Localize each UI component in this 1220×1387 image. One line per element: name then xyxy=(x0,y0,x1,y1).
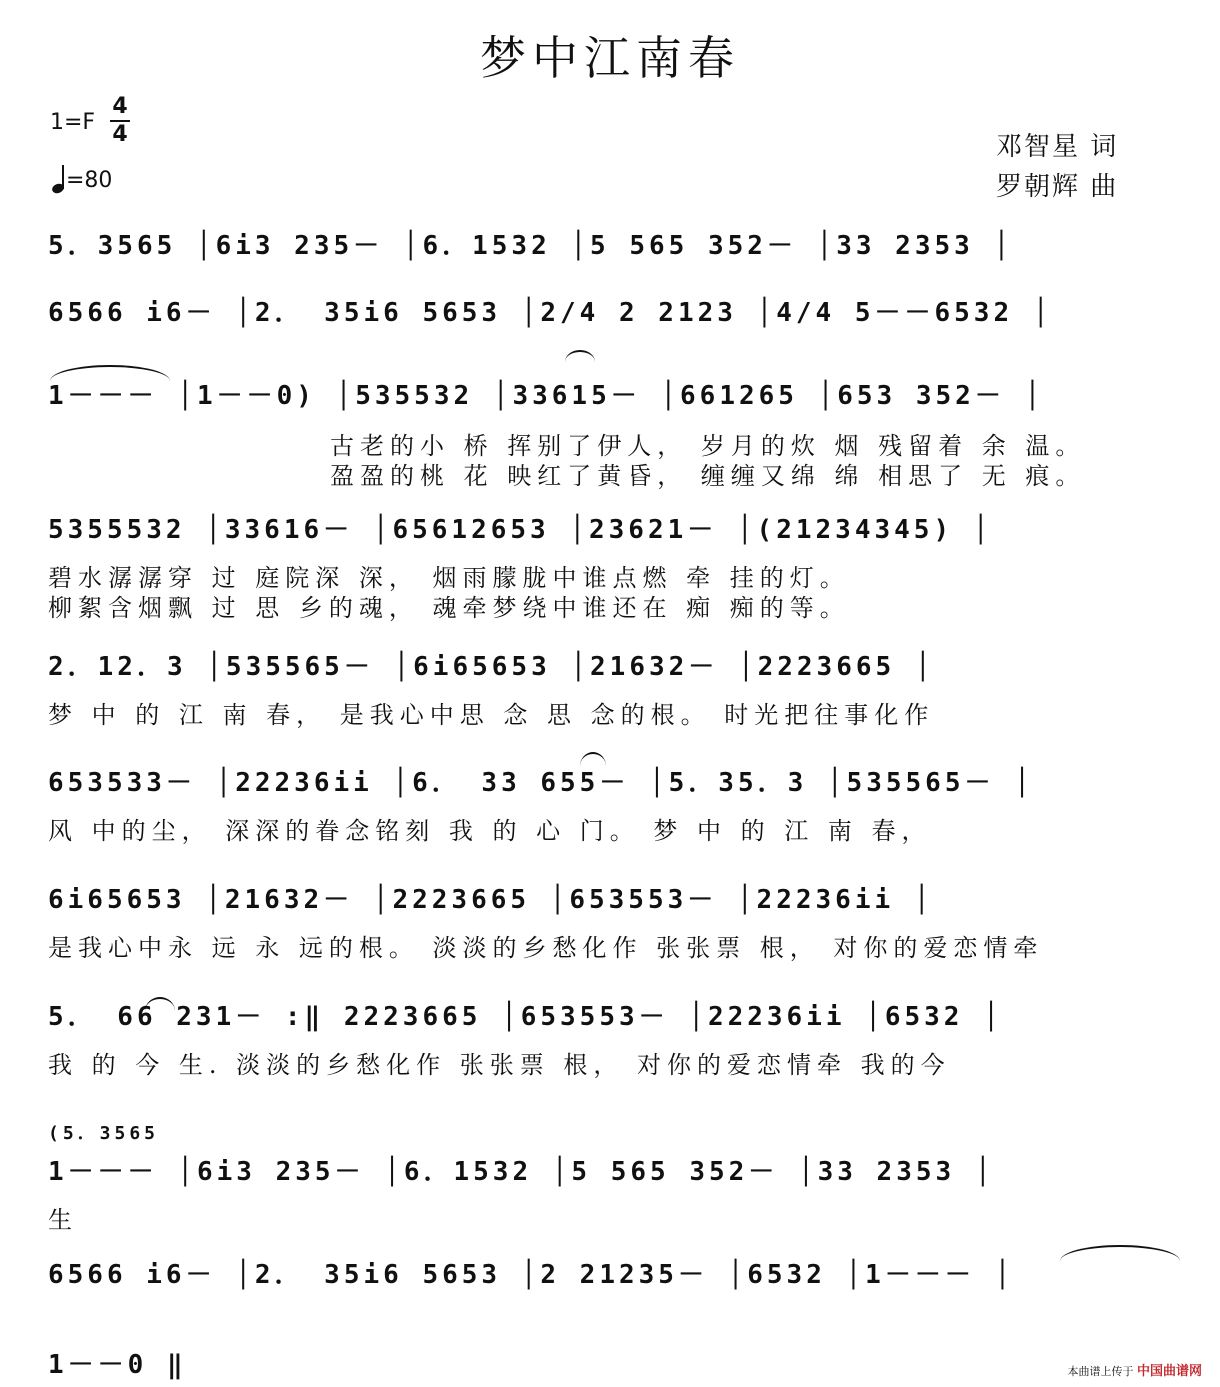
lyric-line: 是我心中永 远 永 远的根。 淡淡的乡愁化作 张张票 根， 对你的爱恋情牵 xyxy=(48,934,1044,962)
slur-mark xyxy=(50,365,170,381)
notation-line: 5．3565 │6i3 235－ │6．1532 │5 565 352－ │33 2353 │ xyxy=(48,231,1014,261)
lyric-line: 我 的 今 生. 淡淡的乡愁化作 张张票 根， 对你的爱恋情牵 我的今 xyxy=(48,1051,951,1079)
notation-line: 653533－ │22236ii │6． 33 655－ │5．35．3 │535565－ │ xyxy=(48,768,1034,798)
tempo-value: =80 xyxy=(66,168,113,193)
notation-line: 6i65653 │21632－ │2223665 │653553－ │22236ii │ xyxy=(48,885,934,915)
tempo-marking xyxy=(52,168,112,193)
slur-mark xyxy=(1060,1245,1180,1261)
lyric-line: 碧水潺潺穿 过 庭院深 深， 烟雨朦胧中谁点燃 牵 挂的灯。 xyxy=(48,564,850,592)
lyricist-credit: 邓智星 词 xyxy=(996,132,1119,162)
notation-line: 5． 66 231－ :‖ 2223665 │653553－ │22236ii │6532 │ xyxy=(48,1002,1003,1032)
lyric-line: 风 中的尘， 深深的眷念铭刻 我 的 心 门。 梦 中 的 江 南 春， xyxy=(48,817,932,845)
lyric-line: 柳絮含烟飘 过 思 乡的魂， 魂牵梦绕中谁还在 痴 痴的等。 xyxy=(48,594,850,622)
lyric-line: 生 xyxy=(48,1206,78,1234)
slur-mark xyxy=(565,350,595,362)
time-signature xyxy=(110,95,130,147)
lyric-line: 盈盈的桃 花 映红了黄昏， 缠缠又绵 绵 相思了 无 痕。 xyxy=(330,462,1086,490)
notation-line: 1－－－ │6i3 235－ │6．1532 │5 565 352－ │33 2353 │ xyxy=(48,1157,995,1187)
notation-line: 5355532 │33616－ │65612653 │23621－ │(21234345) │ xyxy=(48,515,993,545)
footer-credit xyxy=(1067,1360,1202,1379)
footer-text: 本曲谱上传于 xyxy=(1067,1365,1134,1378)
slur-mark xyxy=(580,752,606,766)
key-signature: 1=F xyxy=(50,110,96,135)
lyric-line: 梦 中 的 江 南 春， 是我心中思 念 思 念的根。 时光把往事化作 xyxy=(48,701,935,729)
lyric-line: 古老的小 桥 挥别了伊人， 岁月的炊 烟 残留着 余 温。 xyxy=(330,432,1086,460)
notation-line: 2．12．3 │535565－ │6i65653 │21632－ │2223665 │ xyxy=(48,652,935,682)
notation-line: 6566 i6－ │2． 35i6 5653 │2 21235－ │6532 │1－－－ │ xyxy=(48,1260,1015,1290)
notation-line: 1－－0 ‖ xyxy=(48,1350,187,1380)
quarter-note-icon xyxy=(52,169,66,193)
site-logo: 中国曲谱网 xyxy=(1136,1364,1202,1379)
song-title: 梦中江南春 xyxy=(480,31,740,85)
intro-prefix: (5．3565 xyxy=(48,1123,160,1144)
time-sig-bottom: 4 xyxy=(112,122,128,147)
composer-credit: 罗朝辉 曲 xyxy=(996,172,1119,202)
notation-line: 6566 i6－ │2． 35i6 5653 │2/4 2 2123 │4/4 5－－6532 │ xyxy=(48,298,1053,328)
notation-line: 1－－－ │1－－0) │535532 │33615－ │661265 │653 352－ │ xyxy=(48,381,1045,411)
time-sig-top: 4 xyxy=(112,94,128,119)
